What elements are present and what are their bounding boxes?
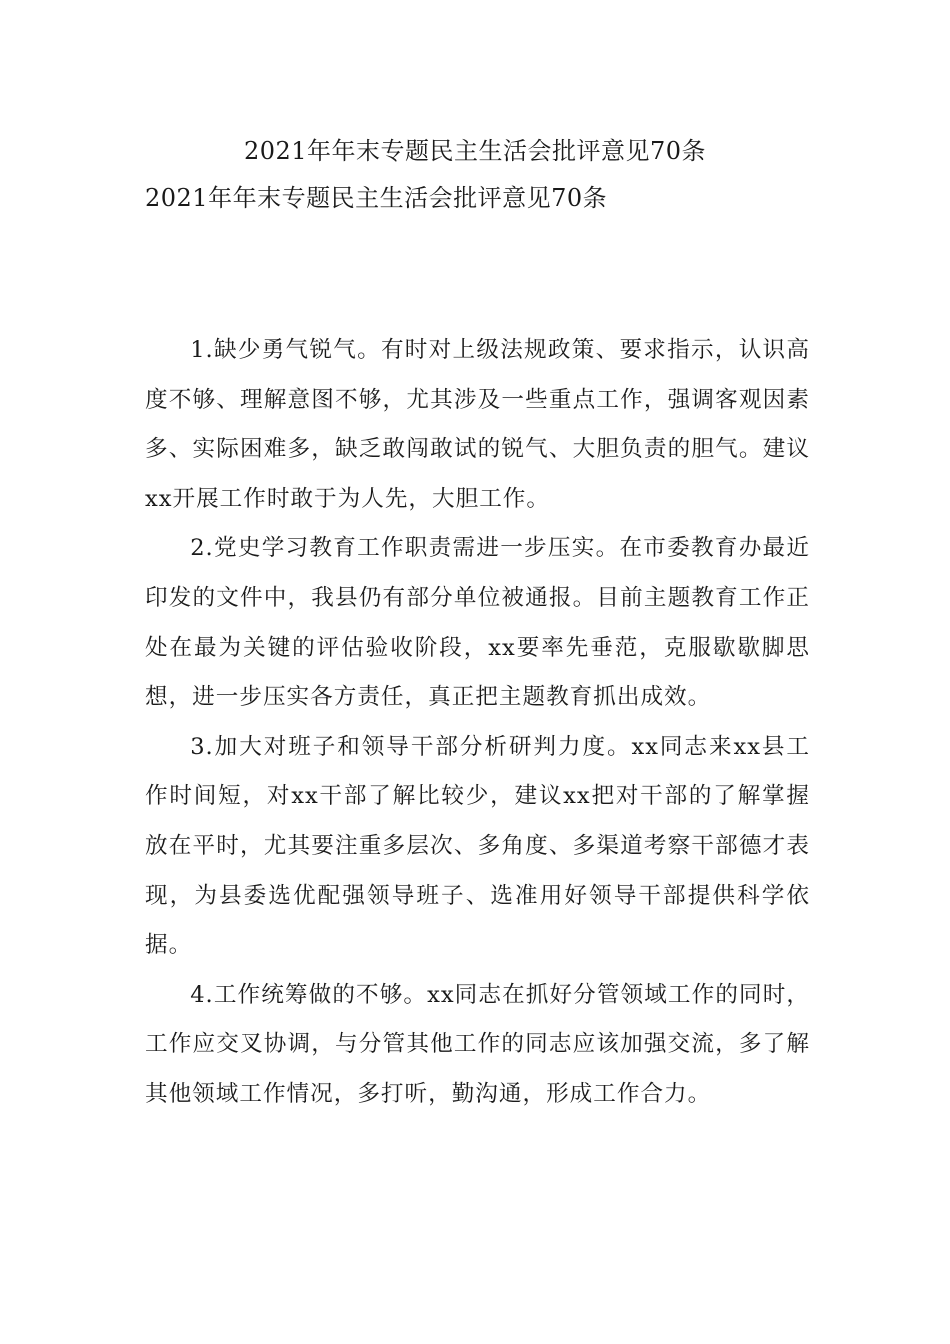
paragraph-2: 2.党史学习教育工作职责需进一步压实。在市委教育办最近印发的文件中，我县仍有部分单位被通报。目前主题教育工作正处在最为关键的评估验收阶段，xx要率先垂范，克服歇歇脚思想，进一步压实各方责任，真正把主题教育抓出成效。 xyxy=(145,535,810,711)
document-body xyxy=(145,326,810,1120)
document-title-centered: 2021年年末专题民主生活会批评意见70条 xyxy=(243,137,707,165)
paragraph-1: 1.缺少勇气锐气。有时对上级法规政策、要求指示，认识高度不够、理解意图不够，尤其涉及一些重点工作，强调客观因素多、实际困难多，缺乏敢闯敢试的锐气、大胆负责的胆气。建议xx开展工作时敢于为人先，大胆工作。 xyxy=(145,337,810,512)
document-title-left: 2021年年末专题民主生活会批评意见70条 xyxy=(145,184,608,212)
paragraph-3: 3.加大对班子和领导干部分析研判力度。xx同志来xx县工作时间短，对xx干部了解比较少，建议xx把对干部的了解掌握放在平时，尤其要注重多层次、多角度、多渠道考察干部德才表现，为县委选优配强领导班子、选准用好领导干部提供科学依据。 xyxy=(145,733,810,959)
paragraph-4: 4.工作统筹做的不够。xx同志在抓好分管领域工作的同时，工作应交叉协调，与分管其他工作的同志应该加强交流，多了解其他领域工作情况，多打听，勤沟通，形成工作合力。 xyxy=(145,981,810,1107)
